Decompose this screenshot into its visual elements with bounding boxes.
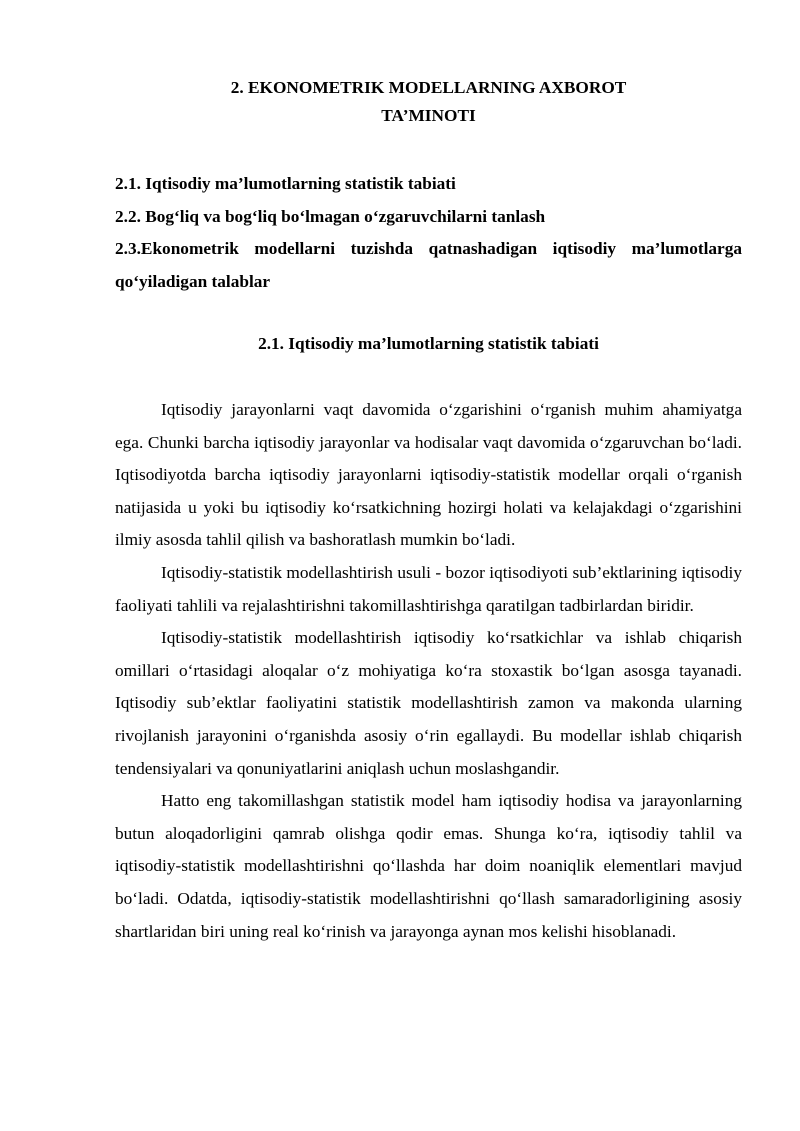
paragraph: Iqtisodiy-statistik modellashtirish iqtisodiy ko‘rsatkichlar va ishlab chiqarish omillari o‘rtasidagi aloqalar o‘z mohiyatiga ko‘ra stoxastik bo‘lgan asosga tayanadi. Iqtisodiy sub’ektlar faoliyatini statistik modellashtirish zamon va makonda ularning rivojlanish jarayonini o‘rganishda asosiy o‘rin egallaydi. Bu modellar ishlab chiqarish tendensiyalari va qonuniyatlarini aniqlash uchun moslashgandir. bbox=[115, 628, 742, 778]
paragraph: Iqtisodiy jarayonlarni vaqt davomida o‘zgarishini o‘rganish muhim ahamiyatga ega. Chunki barcha iqtisodiy jarayonlar va hodisalar vaqt davomida o‘zgaruvchan bo‘ladi. Iqtisodiyotda barcha iqtisodiy jarayonlarni iqtisodiy-statistik modellar orqali o‘rganish natijasida u yoki bu iqtisodiy ko‘rsatkichning hozirgi holati va kelajakdagi o‘zgarishini ilmiy asosda tahlil qilish va bashoratlash mumkin bo‘ladi. bbox=[115, 400, 742, 550]
document-page bbox=[115, 74, 742, 948]
section-title: 2.1. Iqtisodiy ma’lumotlarning statistik tabiati bbox=[258, 334, 599, 353]
toc-item-2-3: 2.3.Ekonometrik modellarni tuzishda qatnashadigan iqtisodiy ma’lumotlarga qo‘yiladigan talablar bbox=[115, 239, 742, 291]
toc-item-2-2: 2.2. Bog‘liq va bog‘liq bo‘lmagan o‘zgaruvchilarni tanlash bbox=[115, 206, 546, 226]
chapter-title bbox=[115, 74, 742, 130]
paragraph: Iqtisodiy-statistik modellashtirish usuli - bozor iqtisodiyoti sub’ektlarining iqtisodiy faoliyati tahlili va rejalashtirishni takomillashtirishga qaratilgan tadbirlardan biridir. bbox=[115, 562, 742, 615]
section-body bbox=[115, 394, 742, 948]
chapter-title-line-2: TA’MINOTI bbox=[381, 106, 476, 125]
table-of-contents bbox=[115, 168, 742, 298]
chapter-title-line-1: 2. EKONOMETRIK MODELLARNING AXBOROT bbox=[230, 78, 627, 97]
toc-item-2-1: 2.1. Iqtisodiy ma’lumotlarning statistik tabiati bbox=[115, 174, 456, 193]
paragraph: Hatto eng takomillashgan statistik model ham iqtisodiy hodisa va jarayonlarning butun aloqadorligini qamrab olishga qodir emas. Shunga ko‘ra, iqtisodiy tahlil va iqtisodiy-statistik modellashtirishni qo‘llashda har doim noaniqlik elementlari mavjud bo‘ladi. Odatda, iqtisodiy-statistik modellashtirishni qo‘llash samaradorligining asosiy shartlaridan biri uning real ko‘rinish va jarayonga aynan mos kelishi hisoblanadi. bbox=[115, 791, 742, 941]
